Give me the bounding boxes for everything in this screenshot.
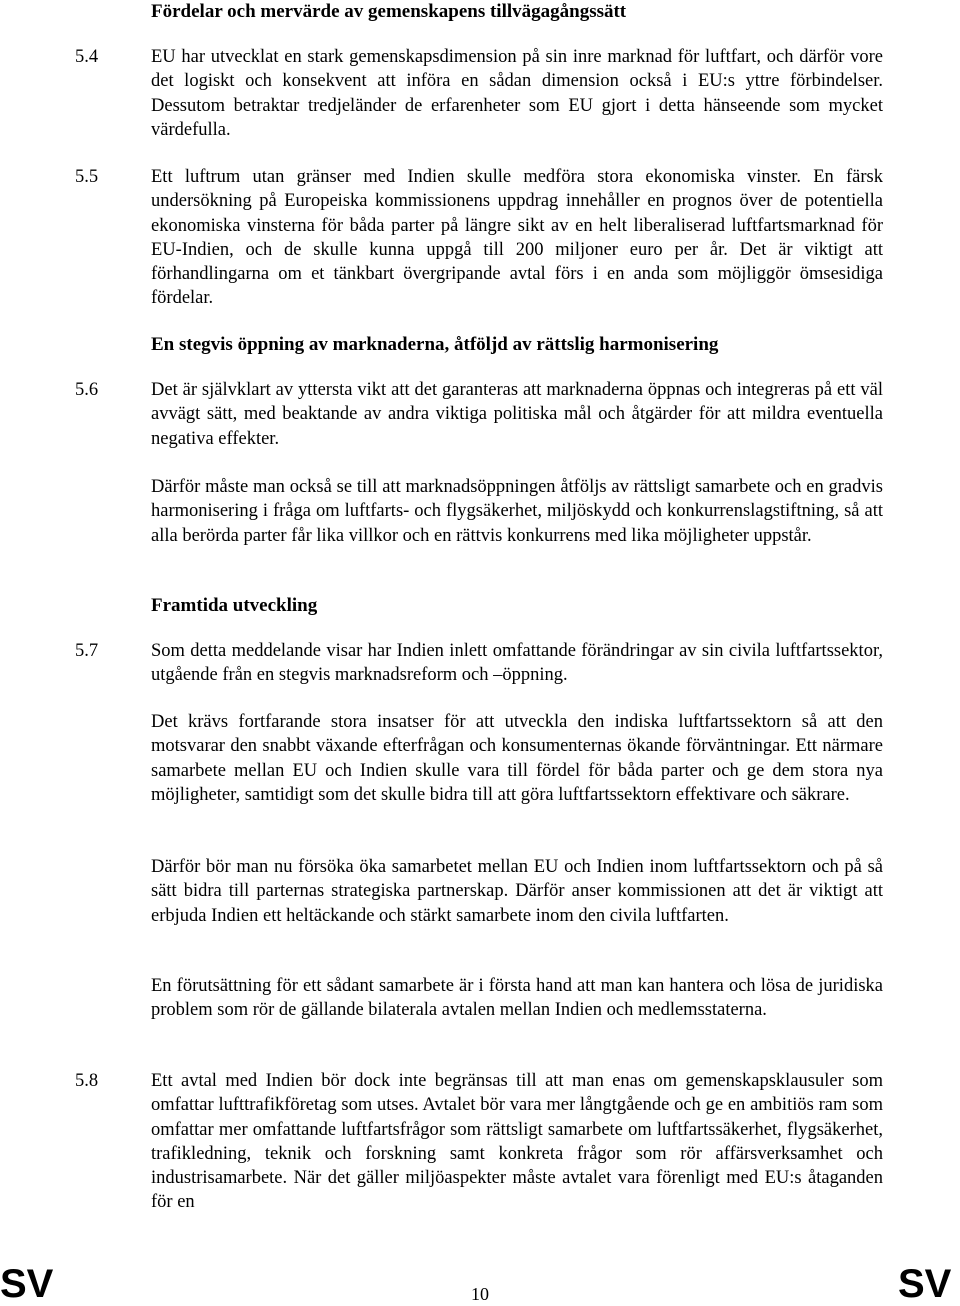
paragraph: Som detta meddelande visar har Indien inlett omfattande förändringar av sin civila luftfartssektor, utgående från en stegvis marknadsreform och –öppning. [151, 641, 883, 686]
section-number: 5.4 [75, 47, 99, 67]
footer-language-right: SV [898, 1262, 952, 1306]
paragraph: Ett luftrum utan gränser med Indien skulle medföra stora ekonomiska vinster. En färsk undersökning på Europeiska kommissionens uppdrag innehåller en prognos över de potentiella ekonomiska vinsterna för båda parter på längre sikt av en helt liberaliserad luftfartsmarknad för EU-Indien, och de skulle kunna uppgå till 200 miljoner euro per år. Det är viktigt att förhandlingarna om et tänkbart övergripande avtal förs i en anda som möjliggör ömsesidiga fördelar. [151, 167, 883, 309]
section-heading: Framtida utveckling [151, 595, 318, 616]
section-number: 5.8 [75, 1071, 99, 1091]
section-number: 5.5 [75, 167, 99, 187]
paragraph: Ett avtal med Indien bör dock inte begränsas till att man enas om gemenskapsklausuler som omfattar lufttrafikföretag som utses. Avtalet bör vara mer långtgående och ge en ambitiös ram som omfattar mer omfattande luftfartsfrågor som rättsligt samarbete om luftfartssäkerhet, flygsäkerhet, trafikledning, teknik och forskning samt konkreta frågor som rör affärsverksamhet och industrisamarbete. När det gäller miljöaspekter måste avtalet vara förenligt med EU:s åtaganden för en [151, 1071, 883, 1213]
paragraph: Det krävs fortfarande stora insatser för att utveckla den indiska luftfartssektorn så att den motsvarar den snabbt växande efterfrågan och konsumenternas ökande förväntningar. Ett närmare samarbete mellan EU och Indien skulle vara till fördel för båda parter och ge dem stora nya möjligheter, samtidigt som det skulle bidra till att göra luftfartssektorn effektivare och säkrare. [151, 712, 883, 805]
section-heading: Fördelar och mervärde av gemenskapens tillvägagångssätt [151, 1, 627, 22]
paragraph: Det är självklart av yttersta vikt att det garanteras att marknaderna öppnas och integreras på ett väl avvägt sätt, med beaktande av andra viktiga politiska mål och åtgärder för att mildra eventuella negativa effekter. [151, 380, 883, 449]
paragraph: EU har utvecklat en stark gemenskapsdimension på sin inre marknad för luftfart, och därför vore det logiskt och konsekvent att införa en sådan dimension också i EU:s yttre förbindelser. Dessutom betraktar tredjeländer de erfarenheter som EU gjort i detta hänseende som mycket värdefulla. [151, 47, 883, 140]
footer-language-left: SV [0, 1262, 54, 1306]
section-number: 5.6 [75, 380, 99, 400]
paragraph: Därför bör man nu försöka öka samarbetet mellan EU och Indien inom luftfartssektorn och på så sätt bidra till parternas strategiska partnerskap. Därför anser kommissionen att det är viktigt att erbjuda Indien ett heltäckande och stärkt samarbete inom den civila luftfarten. [151, 857, 883, 926]
section-heading: En stegvis öppning av marknaderna, åtföljd av rättslig harmonisering [151, 334, 719, 355]
paragraph: Därför måste man också se till att marknadsöppningen åtföljs av rättsligt samarbete och en gradvis harmonisering i fråga om luftfarts- och flygsäkerhet, miljöskydd och konkurrenslagstiftning, så att alla berörda parter får lika villkor och en rättvis konkurrens med lika möjligheter uppstår. [151, 477, 883, 546]
paragraph: En förutsättning för ett sådant samarbete är i första hand att man kan hantera och lösa de juridiska problem som rör de gällande bilaterala avtalen mellan Indien och medlemsstaterna. [151, 976, 883, 1021]
page-number: 10 [471, 1284, 489, 1304]
section-number: 5.7 [75, 641, 99, 661]
